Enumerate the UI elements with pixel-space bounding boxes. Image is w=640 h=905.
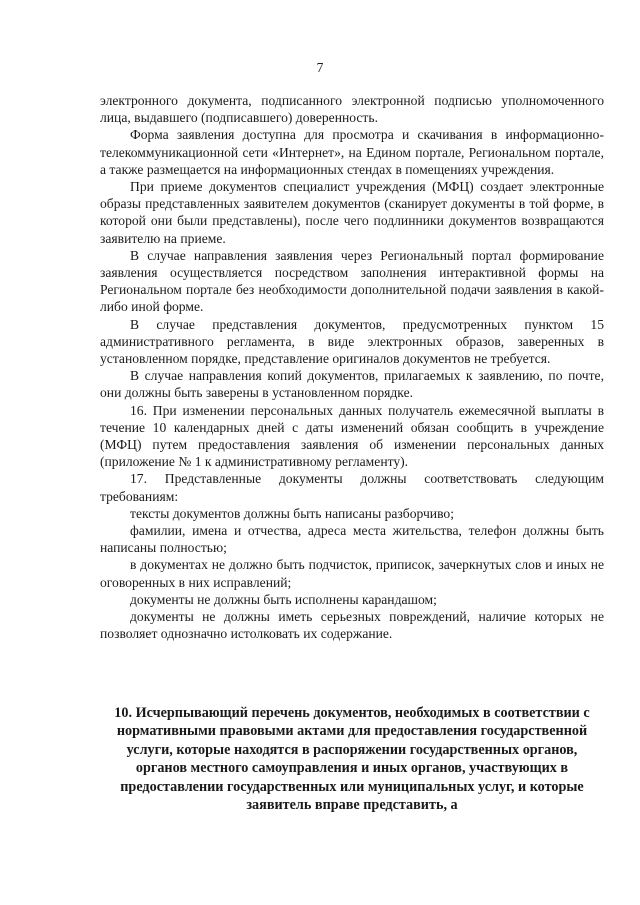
paragraph: электронного документа, подписанного электронной подписью уполномоченного лица, выдавшего (подписавшего) доверенность. <box>100 93 604 126</box>
list-item: фамилии, имена и отчества, адреса места жительства, телефон должны быть написаны полностью; <box>100 523 604 556</box>
paragraph: При приеме документов специалист учреждения (МФЦ) создает электронные образы представленных заявителем документов (сканирует документы в той форме, в которой они были представлены), после чего подлинники документов возвращаются заявителю на приеме. <box>100 179 604 246</box>
paragraph: В случае направления заявления через Региональный портал формирование заявления осуществляется посредством заполнения интерактивной формы на Региональном портале без необходимости дополнительной подачи заявления в какой-либо иной форме. <box>100 247 604 315</box>
paragraph: В случае представления документов, предусмотренных пунктом 15 административного регламента, в виде электронных образов, заверенных в установленном порядке, представление оригиналов документов не требуется. <box>100 316 604 367</box>
page-number: 7 <box>316 60 324 75</box>
paragraph: В случае направления копий документов, прилагаемых к заявлению, по почте, они должны быть заверены в установленном порядке. <box>100 368 604 401</box>
paragraph: Форма заявления доступна для просмотра и скачивания в информационно-телекоммуникационной сети «Интернет», на Едином портале, Региональном портале, а также размещается на информационных стендах в помещениях учреждения. <box>100 127 604 177</box>
paragraph: 17. Представленные документы должны соответствовать следующим требованиям: <box>100 471 604 504</box>
document-body <box>100 92 604 643</box>
list-item: документы не должны иметь серьезных повреждений, наличие которых не позволяет однозначно истолковать их содержание. <box>100 609 604 642</box>
list-item: тексты документов должны быть написаны разборчиво; <box>130 505 454 521</box>
paragraph: 16. При изменении персональных данных получатель ежемесячной выплаты в течение 10 календарных дней с даты изменений обязан сообщить в учреждение (МФЦ) путем предоставления заявления об изменении персональных данных (приложение № 1 к административному регламенту). <box>100 402 604 470</box>
list-item: в документах не должно быть подчисток, приписок, зачеркнутых слов и иных не оговоренных в них исправлений; <box>100 557 604 590</box>
section-heading: 10. Исчерпывающий перечень документов, необходимых в соответствии с нормативными правовыми актами для предоставления государственной услуги, которые находятся в распоряжении государственных органов, органов местного самоуправления и иных органов, участвующих в предоставлении государственных или муниципальных услуг, и которые заявитель вправе представить, а <box>114 705 590 814</box>
list-item: документы не должны быть исполнены карандашом; <box>130 591 437 607</box>
